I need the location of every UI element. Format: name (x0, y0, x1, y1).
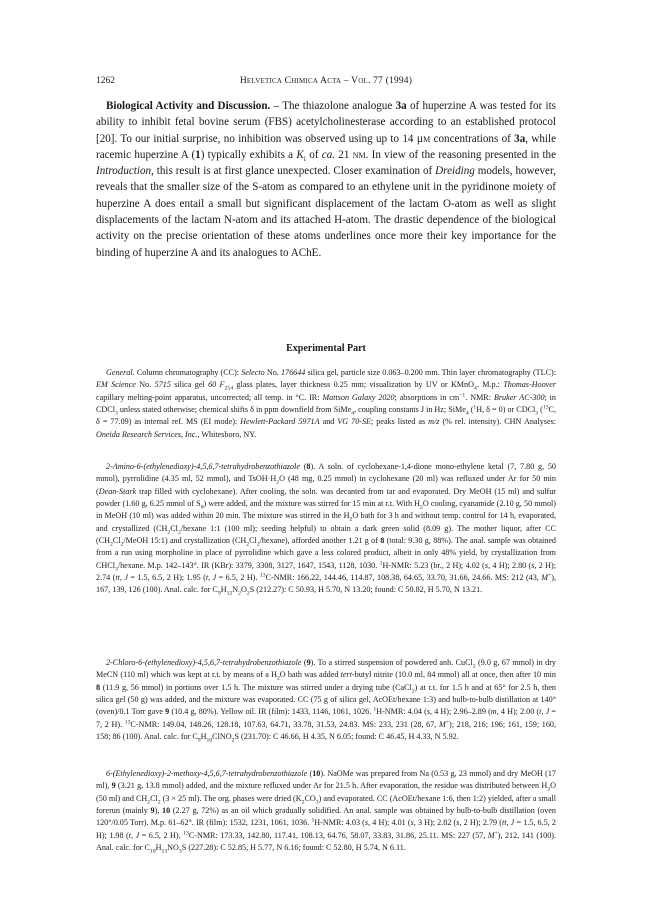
text-run: -butyl nitrite (10.0 ml, 84 mmol) all at once, then after 10 min (351, 670, 556, 680)
instrument-name: Bruker AC-300 (493, 392, 545, 402)
subscript: i (303, 154, 306, 164)
multiplicity: tt (115, 573, 120, 583)
text-run: /hexane. M.p. 142–143°. IR (KBr): 3379, 3308, 3127, 1647, 1543, 1128, 1030. (117, 560, 380, 570)
text-run: ). A soln. of cyclohexane-1,4-dione mono-ethylene ketal (7, 7.80 g, 50 mmol), pyrrolidine (4.35 ml, 52 mmol), and TsOH·H (96, 462, 556, 484)
subscript: 2 (120, 541, 124, 548)
subscript: 2 (246, 541, 250, 548)
multiplicity: tt (501, 818, 507, 828)
compound-ref: 9 (306, 658, 311, 667)
symbol: J (212, 573, 217, 583)
text-run: ) typically exhibits a (200, 148, 297, 161)
subscript: 3 (315, 799, 319, 806)
superscript: 13 (542, 404, 549, 411)
text-run: ), (154, 806, 163, 816)
subscript: 9 (197, 737, 201, 744)
text-run: ( (538, 405, 543, 415)
superscript: 1 (311, 817, 315, 824)
text-run: = 6.5, 2 H). (139, 830, 184, 840)
text-run: Column chromatography (CC): (134, 368, 242, 377)
text-run: C-NMR: 166.22, 144.46, 114.87, 108.38, 64.65, 33.70, 31.66, 24.66. MS: 212 (43, (265, 573, 542, 583)
text-run: , 4 H); 2.96–2.89 ( (430, 707, 491, 717)
multiplicity: s (426, 707, 430, 717)
text-run: = 7, 2 H). (96, 707, 556, 729)
subscript: 2 (147, 799, 151, 806)
compound-8-paragraph (96, 461, 556, 597)
text-run: O (48 mg, 0.25 mmol) in cyclohexane (20 ml) was refluxed under Ar for 50 min ( (96, 474, 556, 496)
text-run: ), 212, 141 (100). Anal. calc. for C (96, 830, 557, 853)
text-run: (3.21 g, 13.8 mmol) added, and the mixture refluxed under Ar for 21.5 h. After evaporation, the residue was distributed between H (115, 781, 548, 791)
compound-title: 2-Chloro-6-(ethylenedioxy)-4,5,6,7-tetrahydrobenzothiazole (106, 658, 302, 667)
text-run: (9.0 g, 67 mmol) in dry MeCN (110 ml) which was kept at r.t. by means of a H (96, 658, 556, 680)
text-run: S (227.28): C 52.85, H 5.77, N 6.16; found: C 52.80, H 5.74, N 6.11. (181, 843, 406, 853)
text-run: unless stated otherwise; chemical shifts δ in ppm downfield from SiMe (117, 405, 352, 415)
text-run: H-NMR: 5.23 (br., 2 H); 4.02 ( (382, 560, 485, 570)
multiplicity: t (128, 830, 132, 840)
text-run: N (232, 585, 239, 595)
superscript: 13 (259, 572, 266, 579)
text-run: ( (307, 769, 313, 778)
symbol: K (296, 148, 304, 161)
symbol: M (439, 719, 446, 729)
symbol: J (545, 707, 550, 717)
subscript: 2 (472, 663, 476, 670)
multiplicity: t (539, 707, 542, 717)
subscript: 2 (301, 799, 305, 806)
text-run: H, δ = 0) or CDCl (476, 405, 536, 415)
unit: nm (352, 148, 366, 161)
text-run: H (220, 585, 227, 595)
text-run: ; peaks listed as (371, 417, 429, 427)
instrument-name: Mattson Galaxy 2020 (322, 392, 395, 402)
brand-name: Selecto (241, 368, 265, 377)
text-run: , (541, 707, 546, 717)
text-run: H (155, 843, 162, 853)
text-run: trap filled with cyclohexane). After cooling, the soln. was decanted from tar and evaporated. Dry MeOH (15 ml) and sulfur powder (1.60 g, 6.25 mmol of S (96, 486, 556, 509)
text-run: O (50 ml) and CH (96, 781, 556, 803)
subscript: 2 (246, 591, 250, 598)
text-run: H-NMR: 4.03 ( (314, 818, 365, 828)
text-run: , Whitesboro, NY. (197, 429, 257, 439)
subscript: 2 (349, 517, 353, 523)
subscript: 3 (178, 848, 182, 855)
subscript: 2 (177, 529, 181, 536)
text-run: – The thiazolone analogue (270, 100, 396, 112)
text-run: = 1.5, 6.5, 2 H); 1.95 ( (127, 573, 206, 583)
superscript: 1 (473, 404, 477, 411)
instrument-name: Thomas-Hoover (503, 380, 557, 390)
text-run: (10.4 g, 80%). Yellow oil. IR (film): 1433, 1146, 1061, 1026. (169, 707, 374, 717)
subscript: 2 (110, 541, 113, 548)
subscript: 254 (224, 385, 234, 392)
superscript: + (548, 572, 552, 579)
text-run: C-NMR: 173.33, 142.80, 117.41, 108.13, 64.76, 58.07, 33.83, 31.86, 25.11. MS: 227 (57, (188, 830, 488, 840)
catalog-number: 176644 (280, 368, 306, 377)
text-run: ( (299, 462, 307, 471)
text-run: /MeOH 15:1) and crystallization (CH (123, 536, 247, 546)
text-run: ; in CDCl (96, 392, 556, 415)
compound-ref: 3a (514, 132, 526, 145)
text-run: Cl (170, 523, 178, 533)
subscript: 2 (231, 737, 235, 744)
multiplicity: s (364, 818, 369, 828)
text-run: H-NMR: 4.04 ( (376, 707, 427, 717)
subscript: 2 (276, 479, 280, 486)
compound-ref: 1 (195, 148, 201, 161)
discussion-paragraph (96, 98, 556, 261)
compound-ref: 8 (380, 536, 385, 546)
text-run: . In view of the reasoning presented in the (365, 148, 556, 161)
text-run: (11.9 g, 56 mmol) in portions over 1.5 h. The mixture was stirred under a drying tube (CaCl (100, 682, 412, 692)
text-run: , (208, 573, 213, 583)
apparatus-name: Dean-Stark (98, 486, 137, 496)
superscript: 13 (183, 830, 189, 836)
superscript: + (445, 719, 449, 725)
multiplicity: s (531, 560, 535, 570)
subscript: 2 (420, 504, 423, 511)
text-run: . NMR: (465, 392, 494, 402)
text-run: H (200, 732, 207, 742)
text-run: . M.p.: (476, 380, 504, 390)
text-run: models, however, reveals that the smaller size of the S-atom as compared to an ethylene unit in the pyridinone moiety of huperzine A does entail a small but significant displacement of the lactam O-atom as well as slight displacements of the lactam N-atom and its attached H-atom. The drastic dependence of the biological activity on the precise orientation of these atoms underlines once more their key importance for the binding of huperzine A and its analogues to AChE. (96, 165, 556, 259)
compound-ref: 3a (395, 100, 407, 112)
text-run: ( (468, 405, 474, 415)
compound-ref: 8 (96, 682, 101, 692)
compound-ref: 10 (312, 769, 321, 778)
superscript: 1 (373, 706, 377, 713)
multiplicity: s (456, 818, 460, 828)
text-run: ), 167, 139, 126 (100). Anal. calc. for C (96, 573, 557, 595)
compound-title: 2-Amino-6-(ethylenedioxy)-4,5,6,7-tetrahydrobenzothiazole (106, 462, 300, 471)
multiplicity: t (205, 573, 209, 583)
compound-ref: 10 (162, 806, 171, 816)
text-run: O bath for 3 h and without temp. control for 14 h, evaporated, and crystallized (CH (96, 511, 557, 533)
brand-name: EM Science (96, 380, 136, 390)
text-run: C, δ = 77.09) as internal ref. MS (EI mode): (96, 405, 556, 427)
text-run: No. (264, 368, 281, 377)
text-run: , 2 H); 2.74 ( (96, 560, 556, 583)
text-run: , (506, 818, 511, 828)
text-run: ) and evaporated. CC (AcOEt/hexane 1:6, then 1:2) yielded, after a small forerun (mainly (96, 793, 556, 816)
text-run: (total: 9.30 g, 88%). The anal. sample was obtained from a run using morpholine in place of pyrrolidine which gave a less colored product, albeit in only 48% yield, by crystallization from CHCl (96, 536, 556, 570)
text-run: O bath was added (279, 670, 341, 680)
text-run: glass plates, layer thickness 0.25 mm; visualization by UV or KMnO (233, 380, 474, 390)
subscript: 9 (217, 591, 221, 598)
text-run: ClNO (212, 732, 232, 742)
multiplicity: m (490, 707, 497, 717)
text-run: C-NMR: 149.04, 148.26, 128.18, 107.63, 64.71, 33.78, 31.53, 24.83. MS: 233, 231 (28, 67, (130, 719, 439, 729)
text-run: NO (167, 843, 179, 853)
text-run: ) were added, and the mixture was stirred for 15 min at r.t. With H (203, 499, 421, 509)
general-paragraph (96, 367, 556, 441)
subscript: 10 (149, 848, 156, 855)
text-run: Cl (112, 536, 121, 546)
plate-type: 60 F (208, 380, 225, 390)
text-run: capillary melting-point apparatus, uncorrected; all temp. in °C. IR: (96, 392, 323, 402)
symbol: M (487, 830, 495, 840)
experimental-heading: Experimental Part (286, 343, 366, 354)
text-run: CO (304, 793, 316, 803)
text-run: = 6.5, 2 H). (216, 573, 260, 583)
running-head: Helvetica Chimica Acta – Vol. 77 (1994) (239, 76, 413, 86)
symbol: m/z (428, 417, 440, 427)
subscript: 2 (256, 541, 260, 548)
text-run: , (131, 830, 136, 840)
compound-9-paragraph (96, 657, 556, 743)
text-run: S (212.27): C 50.93, H 5.70, N 13.20; found: C 50.82, H 5.70, N 13.21. (249, 585, 483, 595)
text-run: silica gel, particle size 0.063–0.200 mm. Thin layer chromatography (TLC): (305, 368, 556, 377)
instrument-name: Hewlett-Packard 5971A (240, 417, 320, 427)
subscript: 10 (206, 737, 213, 744)
run-heading: General. (106, 368, 135, 377)
text-run: 21 (335, 148, 353, 161)
compound-title: 6-(Ethylenedioxy)-2-methoxy-4,5,6,7-tetrahydrobenzothiazole (106, 769, 308, 778)
text-run: (2.27 g, 72%) as an oil which gradually solidified. An anal. sample was obtained by bulb-to-bulb distillation (oven 120°/0.05 Torr). M.p. 61–62°. IR (film): 1532, 1231, 1061, 1036. (96, 806, 556, 828)
compound-ref: 9 (150, 806, 155, 816)
text-run: , coupling constants J in Hz; SiMe (354, 405, 466, 415)
text-run: Cl (249, 536, 257, 546)
subscript: 2 (238, 591, 241, 598)
text-run: and (319, 417, 338, 427)
text-run: /hexane 1:1 (100 ml); seeding helpful) to obtain a dark green solid (8.09 g). The mother liquor, after CC (CH (96, 523, 556, 546)
prefix: tert (340, 670, 352, 680)
text-run: ); 218, 216; 196; 161, 159; 160, 158; 86 (100). Anal. calc. for C (96, 719, 556, 742)
text-run: , 4 H); 2.80 ( (488, 560, 532, 570)
symbol: M (541, 573, 549, 583)
text-run: of huperzine A was tested for its ability to inhibit fetal bovine serum (FBS) acetylcholinesterase according to an established protocol [20]. To our initial surprise, no inhibition was observed using up to 14 µ (96, 100, 556, 145)
text-run: , 2 H); 2.79 ( (459, 818, 502, 828)
page-header (96, 74, 556, 88)
instrument-name: VG 70-SE (337, 417, 372, 427)
text-run: silica gel (170, 380, 209, 390)
emphasis: Introduction (96, 165, 152, 178)
text-run: = 1.5, 6.5, 2 H); 1.98 ( (96, 818, 556, 840)
subscript: 3 (114, 410, 118, 417)
text-run: (% rel. intensity). CHN Analyses: (439, 417, 556, 427)
subscript: 8 (200, 504, 204, 511)
subscript: 4 (351, 410, 355, 417)
compound-10-paragraph (96, 768, 556, 854)
page-number: 1262 (96, 76, 115, 86)
subscript: 2 (276, 675, 280, 682)
company-name: Oneida Research Services, Inc. (96, 429, 198, 439)
text-run: No. (135, 380, 155, 390)
superscript: −1 (459, 391, 466, 398)
text-run: ; absorptions in cm (394, 392, 460, 402)
text-run: , 4 H); 4.01 ( (368, 818, 411, 828)
emphasis: Dreiding (435, 165, 475, 178)
text-run: ( (301, 658, 307, 667)
subscript: 3 (114, 566, 118, 573)
text-run: S (231.70): C 46.66, H 4.35, N 6.05; found: C 46.45, H 4.33, N 5.92. (234, 732, 459, 742)
subscript: 2 (157, 799, 161, 806)
text-run: , while racemic huperzine A ( (96, 132, 557, 161)
text-run: O (240, 585, 247, 595)
text-run: ). To a stirred suspension of powdered anh. CuCl (310, 658, 473, 667)
subscript: 2 (167, 529, 171, 536)
symbol: J (124, 573, 128, 583)
abbrev: ca. (321, 148, 336, 161)
compound-ref: 9 (111, 781, 116, 791)
subscript: 2 (547, 786, 551, 793)
subscript: 4 (465, 410, 469, 417)
text-run: O cooling, cyanamide (2.10 g, 50 mmol) in MeOH (10 ml) was added within 20 min. The mixture was stirred in the H (96, 499, 556, 521)
text-run: /hexane), afforded another 1.21 g of (259, 536, 381, 546)
text-run: , 3 H); 2.82 ( (413, 818, 457, 828)
text-run: of (305, 148, 322, 161)
text-run: , (119, 573, 125, 583)
subscript: 12 (226, 591, 233, 598)
symbol: J (510, 818, 515, 828)
subscript: 13 (161, 848, 168, 855)
superscript: 1 (379, 560, 383, 567)
subscript: 4 (473, 385, 477, 392)
subscript: 3 (535, 410, 539, 417)
catalog-number: 5715 (154, 380, 171, 390)
superscript: 13 (124, 719, 131, 725)
text-run: ) at r.t. for 1.5 h and at 65° for 2.5 h, then silica gel (50 g) was added, and the mixture was evaporated. CC (75 g of silica gel, AcOEt/hexane 1:3) and bulb-to-bulb distillation at 140° (oven)/0.1 Torr gave (96, 682, 556, 717)
text-run: , 4 H); 2.00 ( (496, 707, 540, 717)
compound-ref: 9 (165, 707, 170, 717)
text-run: , this result is at first glance unexpected. Closer examination of (151, 165, 436, 178)
compound-ref: 8 (306, 462, 311, 471)
multiplicity: s (484, 560, 489, 570)
unit: m (423, 132, 431, 145)
subscript: 2 (411, 688, 415, 695)
symbol: J (135, 830, 140, 840)
text-run: (3 × 25 ml). The org. phases were dried (K (160, 793, 302, 803)
multiplicity: s (410, 818, 414, 828)
section-heading: Biological Activity and Discussion. (106, 100, 271, 112)
text-run: ). NaOMe was prepared from Na (0.53 g, 23 mmol) and dry MeOH (17 ml), (96, 769, 556, 791)
text-run: concentrations of (430, 132, 515, 145)
text-run: Cl (150, 793, 158, 803)
superscript: + (494, 830, 498, 836)
